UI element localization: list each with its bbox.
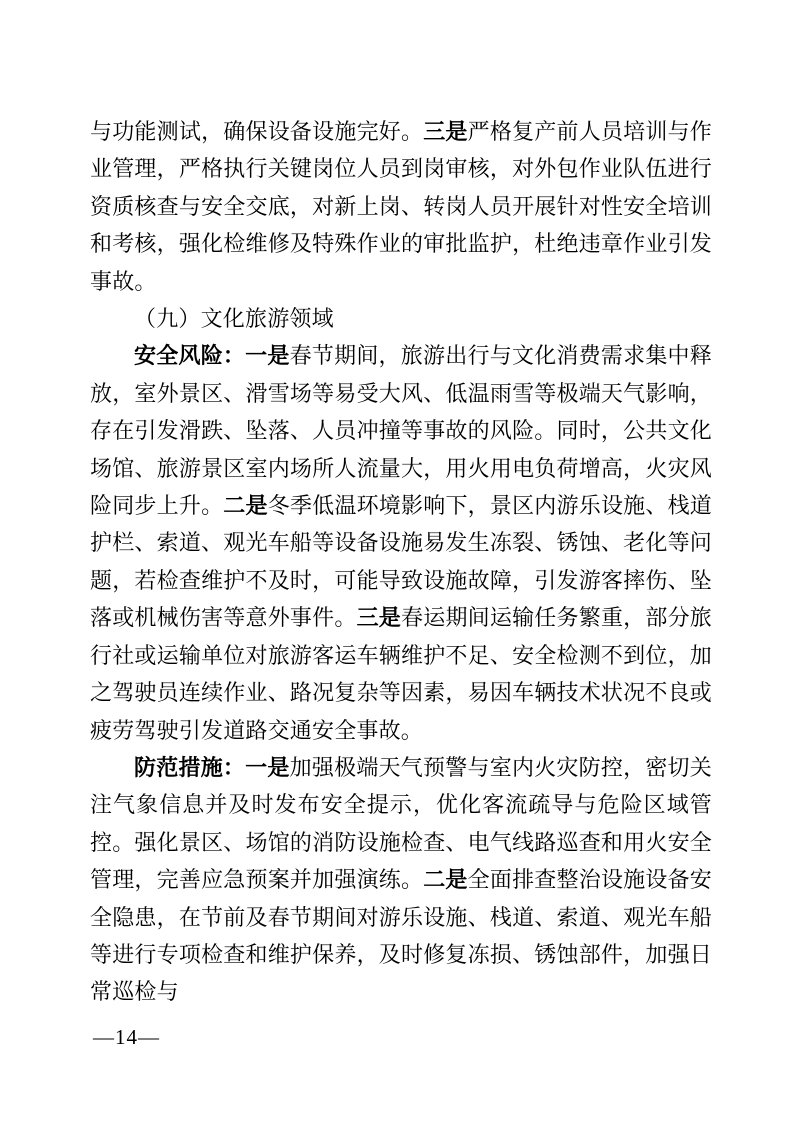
text-run: 冬季低温环境影响下，景区内游乐设施、栈道护栏、索道、观光车船等设备设施易发生冻裂、锈蚀、老化等问题，若检查维护不及时，可能导致设施故障，引发游客摔伤、坠落或机械伤害等意外事件。: [90, 493, 712, 631]
section-heading-culture-tourism: [90, 300, 712, 337]
bold-emphasis-run: 二是: [423, 867, 468, 893]
text-run: 春运期间运输任务繁重，部分旅行社或运输单位对旅游客运车辆维护不足、安全检测不到位，加之驾驶员连续作业、路况复杂等因素，易因车辆技术状况不良或疲劳驾驶引发道路交通安全事故。: [90, 605, 712, 743]
paragraph-prevention-measures: [90, 749, 712, 1011]
text-run: 全面排查整治设施设备安全隐患，在节前及春节期间对游乐设施、栈道、索道、观光车船等进行专项检查和维护保养，及时修复冻损、锈蚀部件，加强日常巡检与: [90, 867, 712, 1005]
text-run: 加强极端天气预警与室内火灾防控，密切关注气象信息并及时发布安全提示，优化客流疏导与危险区域管控。强化景区、场馆的消防设施检查、电气线路巡查和用火安全管理，完善应急预案并加强演练。: [90, 754, 712, 893]
bold-emphasis-run: 二是: [223, 493, 268, 519]
bold-emphasis-run: 防范措施：一是: [134, 754, 290, 780]
paragraph-continued-from-previous-page: [90, 113, 712, 300]
document-body: [90, 113, 712, 1011]
page-number: —14—: [93, 1025, 160, 1049]
text-run: 严格复产前人员培训与作业管理，严格执行关键岗位人员到岗审核，对外包作业队伍进行资质核查与安全交底，对新上岗、转岗人员开展针对性安全培训和考核，强化检维修及特殊作业的审批监护，杜绝违章作业引发事故。: [90, 119, 712, 294]
paragraph-safety-risks: [90, 337, 712, 748]
bold-emphasis-run: 安全风险：一是: [134, 343, 290, 369]
text-run: （九）文化旅游领域: [134, 306, 334, 332]
text-run: 与功能测试，确保设备设施完好。: [90, 119, 424, 144]
text-run: 春节期间，旅游出行与文化消费需求集中释放，室外景区、滑雪场等易受大风、低温雨雪等极端天气影响，存在引发滑跌、坠落、人员冲撞等事故的风险。同时，公共文化场馆、旅游景区室内场所人流量大，用火用电负荷增高，火灾风险同步上升。: [90, 343, 712, 519]
bold-emphasis-run: 三是: [423, 119, 468, 144]
bold-emphasis-run: 三是: [356, 605, 402, 631]
